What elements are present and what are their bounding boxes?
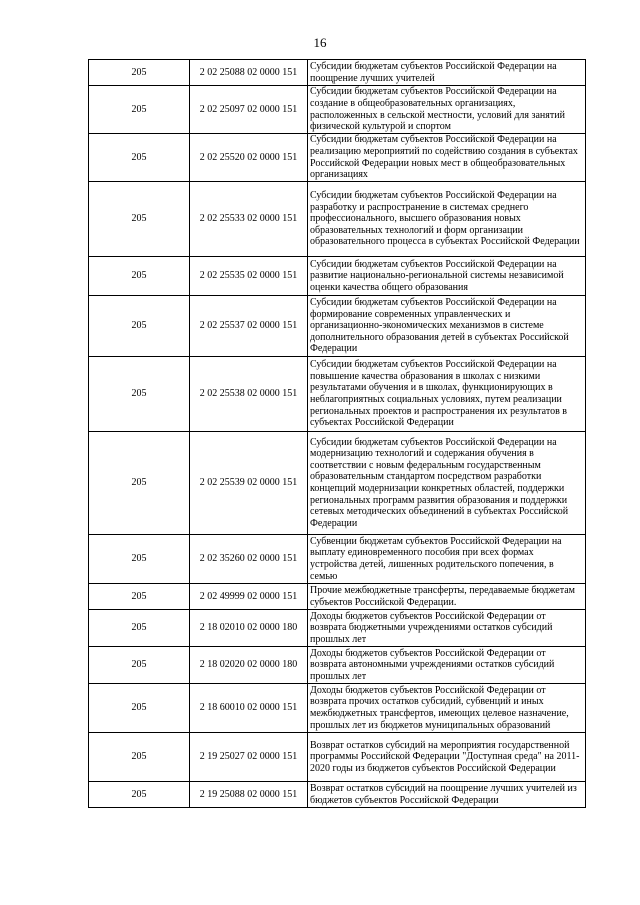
admin-code-cell: 205 (89, 86, 190, 134)
budget-code-cell: 2 02 25537 02 0000 151 (190, 296, 308, 357)
budget-code-cell: 2 19 25027 02 0000 151 (190, 733, 308, 782)
revenue-name-cell: Субсидии бюджетам субъектов Российской Федерации на реализацию мероприятий по содействию создания в субъектах Российской Федерации новых мест в общеобразовательных организациях (308, 134, 586, 182)
table-row (89, 610, 586, 647)
admin-code-cell: 205 (89, 733, 190, 782)
budget-code-cell: 2 02 49999 02 0000 151 (190, 584, 308, 610)
admin-code-cell: 205 (89, 296, 190, 357)
budget-code-cell: 2 18 02020 02 0000 180 (190, 647, 308, 684)
admin-code-cell: 205 (89, 134, 190, 182)
revenue-name-cell: Субсидии бюджетам субъектов Российской Федерации на повышение качества образования в школах с низкими результатами обучения и в школах, функционирующих в неблагоприятных социальных условиях, путем реализации региональных проектов и распространения их результатов в субъектах Российской Федерации (308, 357, 586, 432)
revenue-name-cell: Доходы бюджетов субъектов Российской Федерации от возврата автономными учреждениями остатков субсидий прошлых лет (308, 647, 586, 684)
budget-code-cell: 2 02 25539 02 0000 151 (190, 432, 308, 535)
budget-code-cell: 2 02 25097 02 0000 151 (190, 86, 308, 134)
admin-code-cell: 205 (89, 584, 190, 610)
page-number: 16 (313, 35, 327, 50)
admin-code-cell: 205 (89, 357, 190, 432)
table-row (89, 134, 586, 182)
budget-code-cell: 2 02 25520 02 0000 151 (190, 134, 308, 182)
table-row (89, 782, 586, 808)
table-row (89, 357, 586, 432)
revenue-name-cell: Субсидии бюджетам субъектов Российской Федерации на разработку и распространение в системах среднего профессионального, высшего образования новых образовательных технологий и форм организации образовательного процесса в субъектах Российской Федерации (308, 182, 586, 257)
table-row (89, 86, 586, 134)
revenue-name-cell: Возврат остатков субсидий на поощрение лучших учителей из бюджетов субъектов Российской Федерации (308, 782, 586, 808)
revenue-name-cell: Субсидии бюджетам субъектов Российской Федерации на создание в общеобразовательных организациях, расположенных в сельской местности, условий для занятий физической культурой и спортом (308, 86, 586, 134)
budget-code-cell: 2 18 02010 02 0000 180 (190, 610, 308, 647)
budget-code-cell: 2 02 35260 02 0000 151 (190, 535, 308, 584)
budget-code-cell: 2 02 25533 02 0000 151 (190, 182, 308, 257)
revenue-name-cell: Субвенции бюджетам субъектов Российской Федерации на выплату единовременного пособия при всех формах устройства детей, лишенных родительского попечения, в семью (308, 535, 586, 584)
revenue-name-cell: Доходы бюджетов субъектов Российской Федерации от возврата бюджетными учреждениями остатков субсидий прошлых лет (308, 610, 586, 647)
admin-code-cell: 205 (89, 432, 190, 535)
budget-code-cell: 2 02 25538 02 0000 151 (190, 357, 308, 432)
revenue-codes-table (88, 59, 586, 808)
table-row (89, 182, 586, 257)
revenue-name-cell: Субсидии бюджетам субъектов Российской Федерации на формирование современных управленческих и организационно-экономических механизмов в системе дополнительного образования детей в субъектах Российской Федерации (308, 296, 586, 357)
budget-code-cell: 2 19 25088 02 0000 151 (190, 782, 308, 808)
admin-code-cell: 205 (89, 182, 190, 257)
admin-code-cell: 205 (89, 684, 190, 733)
budget-code-cell: 2 18 60010 02 0000 151 (190, 684, 308, 733)
admin-code-cell: 205 (89, 60, 190, 86)
budget-code-cell: 2 02 25535 02 0000 151 (190, 257, 308, 296)
table-row (89, 647, 586, 684)
revenue-name-cell: Доходы бюджетов субъектов Российской Федерации от возврата прочих остатков субсидий, субвенций и иных межбюджетных трансфертов, имеющих целевое назначение, прошлых лет из бюджетов муниципальных образований (308, 684, 586, 733)
table-row (89, 296, 586, 357)
admin-code-cell: 205 (89, 610, 190, 647)
admin-code-cell: 205 (89, 535, 190, 584)
revenue-name-cell: Возврат остатков субсидий на мероприятия государственной программы Российской Федерации "Доступная среда" на 2011-2020 годы из бюджетов субъектов Российской Федерации (308, 733, 586, 782)
admin-code-cell: 205 (89, 257, 190, 296)
table-row (89, 733, 586, 782)
table-row (89, 257, 586, 296)
table-row (89, 432, 586, 535)
revenue-name-cell: Субсидии бюджетам субъектов Российской Федерации на модернизацию технологий и содержания обучения в соответствии с новым федеральным государственным образовательным стандартом посредством разработки концепций модернизации конкретных областей, поддержки региональных программ развития образования и поддержки сетевых методических объединений в субъектах Российской Федерации (308, 432, 586, 535)
admin-code-cell: 205 (89, 647, 190, 684)
revenue-name-cell: Прочие межбюджетные трансферты, передаваемые бюджетам субъектов Российской Федерации. (308, 584, 586, 610)
revenue-name-cell: Субсидии бюджетам субъектов Российской Федерации на поощрение лучших учителей (308, 60, 586, 86)
table-row (89, 584, 586, 610)
table-row (89, 684, 586, 733)
revenue-name-cell: Субсидии бюджетам субъектов Российской Федерации на развитие национально-региональной системы независимой оценки качества общего образования (308, 257, 586, 296)
admin-code-cell: 205 (89, 782, 190, 808)
table-row (89, 535, 586, 584)
budget-code-cell: 2 02 25088 02 0000 151 (190, 60, 308, 86)
table-row (89, 60, 586, 86)
